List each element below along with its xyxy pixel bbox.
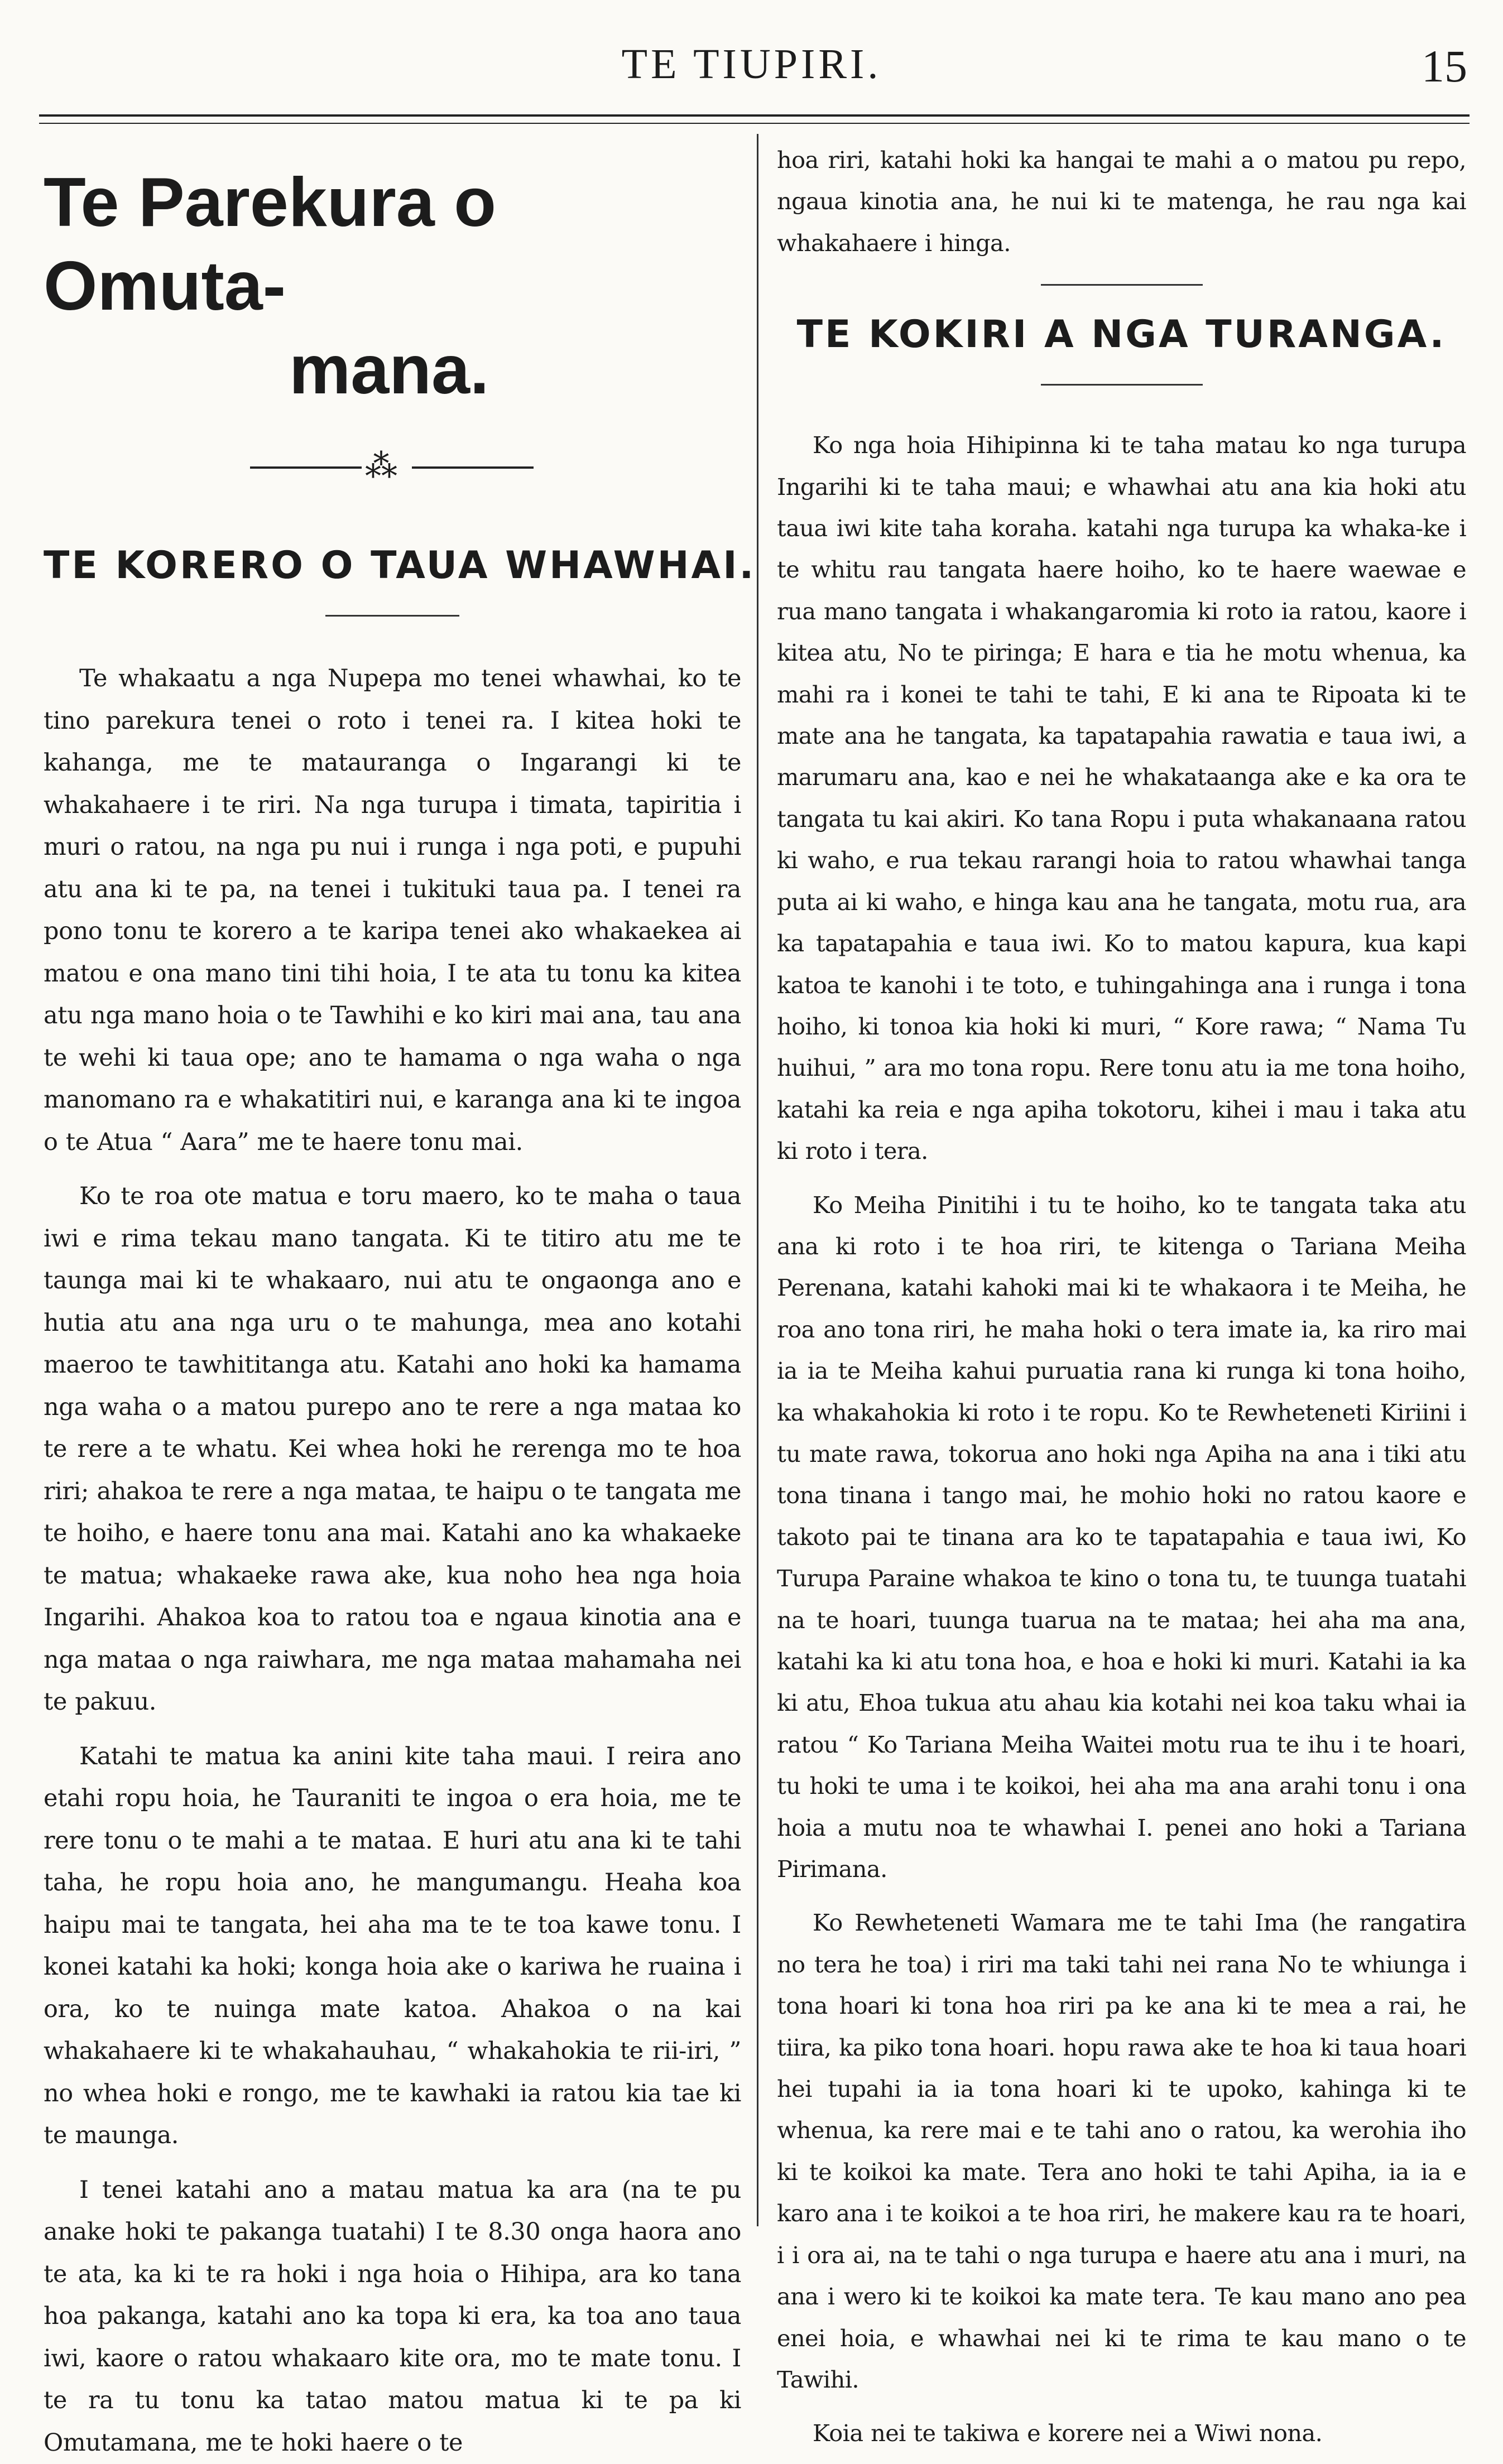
paragraph: Te whakaatu a nga Nupepa mo tenei whawhai, ko te tino parekura tenei o roto i tenei ra. I kitea hoki te kahanga, me te matauranga o Ingarangi ki te whakahaere i te riri. Na nga turupa i timata, tapiritia i muri o ratou, na nga pu nui i runga i nga poti, e pupuhi atu ana ki te pa, na tenei i tukituki taua pa. I tenei ra pono tonu te korero a te karipa tenei ako whakaekea ai matou e ona mano tini tihi hoia, I te ata tu tonu ka kitea atu nga mano hoia o te Tawhihi e ko kiri mai ana, tau ana te wehi ki taua ope; ano te hamama o nga waha o nga manomano ra e whakatitiri nui, e karanga ana ki te ingoa o te Atua “ Aara” me te haere tonu mai. [44,658,741,1163]
paragraph: Koia nei te takiwa e korere nei a Wiwi nona. [777,2413,1466,2454]
short-rule [1041,284,1203,286]
short-rule [1041,384,1203,386]
paragraph: Katahi te matua ka anini kite taha maui. I reira ano etahi ropu hoia, he Tauraniti te ingoa o era hoia, me te rere tonu o te mahi a te mataa. E huri atu ana ki te tahi taha, he ropu hoia ano, he mangumangu. Heaha koa haipu mai te tangata, hei aha ma te te toa kawe tonu. I konei katahi ka hoki; konga hoia ake o kariwa he ruaina i ora, ko te nuinga mate katoa. Ahakoa o na kai whakahaere ki te whakahauhau, “ whakahokia te rii-iri, ” no whea hoki e rongo, me te kawhaki ia ratou kia tae ki te maunga. [44,1736,741,2157]
ornament-line-left [250,466,362,469]
continued-paragraph: hoa riri, katahi hoki ka hangai te mahi a o matou pu repo, ngaua kinotia ana, he nui ki te matenga, he rau nga kai whakahaere i hinga. [777,139,1466,264]
ornament-line-right [412,466,534,469]
ornamental-divider [44,444,741,494]
paragraph: Ko nga hoia Hihipinna ki te taha matau ko nga turupa Ingarihi ki te taha maui; e whawhai atu ana kia hoki atu taua iwi kite taha koraha. katahi nga turupa ka whaka-ke i te whitu rau tangata haere hoiho, ko te haere waewae e rua mano tangata i whakangaromia ki roto ia ratou, kaore i kitea atu, No te piringa; E hara e tia he motu whenua, ka mahi ra i konei te tahi te tahi, E ki ana te Ripoata ki te mate ana he tangata, ka tapatapahia rawatia e taua iwi, a marumaru ana, kao e nei he whakataanga ake e ka ora te tangata tu kai akiri. Ko tana Ropu i puta whakanaana ratou ki waho, e rua tekau rarangi hoia to ratou whawhai tanga puta ai ki waho, e hinga kau ana he tangata, motu rua, ara ka tapatapahia e taua iwi. Ko to matou kapura, kua kapi katoa te kanohi i te toto, e tuhingahinga ana i runga i tona hoiho, ki tonoa kia hoki ki muri, “ Kore rawa; “ Nama Tu huihui, ” ara mo tona ropu. Rere tonu atu ia me tona hoiho, katahi ka reia e nga apiha tokotoru, kihei i mau i taka atu ki roto i tera. [777,425,1466,1172]
section-heading-second: TE KOKIRI A NGA TURANGA. [777,308,1466,362]
ornament-mark: ⁂ [365,446,397,485]
headline-line-1: Te Parekura o Omuta- [44,164,496,325]
page-number: 15 [1422,40,1467,93]
article-headline [44,161,741,412]
paragraph: I tenei katahi ano a matau matua ka ara (na te pu anake hoki te pakanga tuatahi) I te 8.30 onga haora ano te ata, ka ki te ra hoki i nga hoia o Hihipa, ara ko tana hoa pakanga, katahi ano ka topa ki era, ka toa ano taua iwi, kaore o ratou whakaaro kite ora, mo te mate tonu. I te ra tu tonu ka tatao matou matua ki te pa ki Omutamana, me te hoki haere o te [44,2169,741,2464]
header-rule [39,114,1470,117]
paragraph: Ko Meiha Pinitihi i tu te hoiho, ko te tangata taka atu ana ki roto i te hoa riri, te kitenga o Tariana Meiha Perenana, katahi kahoki mai ki te whakaora i te Meiha, he roa ano tona riri, he maha hoki o tera imate ia, ka riro mai ia ia te Meiha kahui puruatia rana ki runga ki tona hoiho, ka whakahokia ki roto i te ropu. Ko te Rewheteneti Kiriini i tu mate rawa, tokorua ano hoki nga Apiha na ana i tiki atu tona tinana i tango mai, he mohio hoki no ratou kaore e takoto pai te tinana ara ko te tapatapahia e taua iwi, Ko Turupa Paraine whakoa te kino o tona tu, te tuunga tuatahi na te hoari, tuunga tuarua na te mataa; hei aha ma ana, katahi ka ki atu tona hoa, e hoa e hoki ki muri. Katahi ia ka ki atu, Ehoa tukua atu ahau kia kotahi nei koa taku whai ia ratou “ Ko Tariana Meiha Waitei motu rua te ihu i te hoari, tu hoki te uma i te koikoi, hei aha ma ana arahi tonu i ona hoia a mutu noa te whawhai I. penei ano hoki a Tariana Pirimana. [777,1185,1466,1890]
short-rule [325,615,459,617]
paragraph: Ko Rewheteneti Wamara me te tahi Ima (he rangatira no tera he toa) i riri ma taki tahi nei rana No te whiunga i tona hoari ki tona hoa riri pa ke ana ki te mea a rai, he tiira, ka piko tona hoari. hopu rawa ake te hoa ki taua hoari hei tupahi ia ia tona hoari ki te upoko, kahinga ki te whenua, ka rere mai e te tahi ano o ratou, ka werohia iho ki te koikoi ka mate. Tera ano hoki te tahi Apiha, ia ia e karo ana i te koikoi a te hoa riri, he makere kau ra te hoari, i i ora ai, na te tahi o nga turupa e haere atu ana i muri, na ana i wero ki te koikoi ka mate tera. Te kau mano ano pea enei hoia, e whawhai nei ki te rima te kau mano o te Tawihi. [777,1902,1466,2400]
right-column [777,139,1466,2455]
section-heading: TE KORERO O TAUA WHAWHAI. [44,539,741,593]
headline-line-2: mana. [44,328,741,412]
column-divider [757,134,758,2226]
running-title: TE TIUPIRI. [0,40,1503,89]
header-rule-thin [39,123,1470,124]
left-column [44,139,741,2464]
running-head [0,0,1503,123]
paragraph: Ko te roa ote matua e toru maero, ko te maha o taua iwi e rima tekau mano tangata. Ki te titiro atu me te taunga mai ki te whakaaro, nui atu te ongaonga ano e hutia atu ana nga uru o te mahunga, mea ano kotahi maeroo te tawhititanga atu. Katahi ano hoki ka hamama nga waha o a matou purepo ano te rere a nga mataa ko te rere a te whatu. Kei whea hoki he rerenga mo te hoa riri; ahakoa te rere a nga mataa, te haipu o te tangata me te hoiho, e haere tonu ana mai. Katahi ano ka whakaeke te matua; whakaeke rawa ake, kua noho hea nga hoia Ingarihi. Ahakoa koa to ratou toa e ngaua kinotia ana e nga mataa o nga raiwhara, me nga mataa mahamaha nei te pakuu. [44,1176,741,1724]
